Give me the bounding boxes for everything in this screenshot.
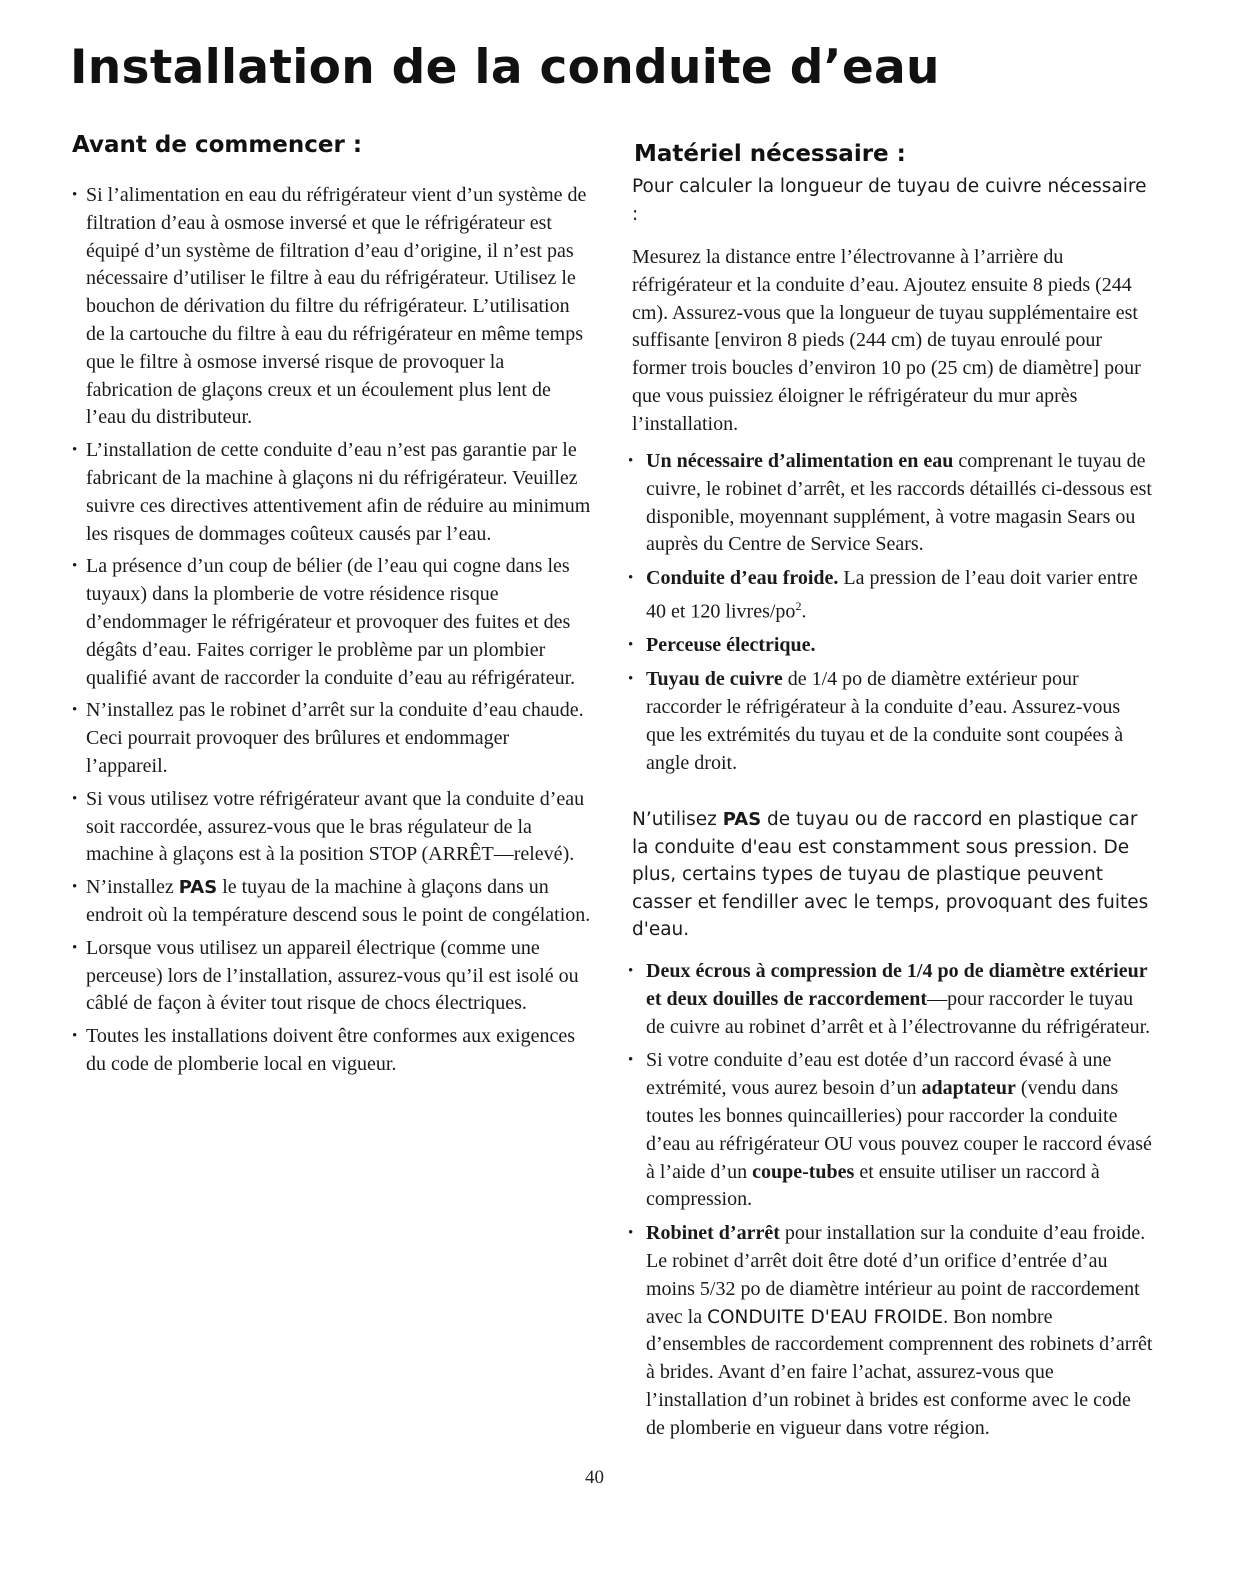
list-item: • Deux écrous à compression de 1/4 po de diamètre extérieur et deux douilles de raccordement—pour raccorder le tuyau de cuivre au robinet d’arrêt et à l’électrovanne du réfrigérateur.: [628, 960, 1151, 1038]
list-item: • Si vous utilisez votre réfrigérateur avant que la conduite d’eau soit raccordée, assurez-vous que le bras régulateur de la machine à glaçons est à la position STOP (ARRÊT—relevé).: [72, 787, 585, 866]
before-you-start-list: [72, 182, 592, 1084]
measure-paragraph: Mesurez la distance entre l’électrovanne à l’arrière du réfrigérateur et la conduite d’eau. Ajoutez ensuite 8 pieds (244 cm). Assurez-vous que la longueur de tuyau supplémentaire est suffisante [environ 8 pieds (244 cm) de tuyau enroulé pour former trois boucles d’environ 10 po (25 cm) de diamètre] pour que vous puissiez éloigner le réfrigérateur du mur après l’installation.: [632, 246, 1141, 435]
list-item: • Si l’alimentation en eau du réfrigérateur vient d’un système de filtration d’eau à osmose inversé et que le réfrigérateur est équipé d’un système de filtration d’eau d’origine, il n’est pas nécessaire d’utiliser le filtre à eau du réfrigérateur. Utilisez le bouchon de dérivation du filtre du réfrigérateur. L’utilisation de la cartouche du filtre à eau du réfrigérateur en même temps que le filtre à osmose inversé risque de provoquer la fabrication de glaçons creux et un écoulement plus lent de l’eau du distributeur.: [72, 184, 587, 429]
emphasis-pas: PAS: [178, 877, 218, 899]
before-you-start-heading: Avant de commencer :: [72, 132, 363, 158]
list-item: • Perceuse électrique.: [628, 634, 816, 657]
materials-heading: Matériel nécessaire :: [634, 141, 906, 167]
plastic-warning: N’utilisez PAS de tuyau ou de raccord en plastique car la conduite d'eau est constamment sous pression. De plus, certains types de tuyau de plastique peuvent casser et fendiller avec le temps, provoquant des fuites d'eau.: [632, 809, 1149, 940]
fittings-list: [628, 958, 1154, 1449]
length-calc-intro: Pour calculer la longueur de tuyau de cuivre nécessaire :: [632, 176, 1147, 225]
materials-list: [628, 448, 1154, 783]
page-number: 40: [585, 1467, 604, 1488]
list-item: • N’installez pas le robinet d’arrêt sur la conduite d’eau chaude. Ceci pourrait provoquer des brûlures et endommager l’appareil.: [72, 699, 584, 777]
list-item: • Un nécessaire d’alimentation en eau comprenant le tuyau de cuivre, le robinet d’arrêt, et les raccords détaillés ci-dessous est disponible, moyennant supplément, à votre magasin Sears ou auprès du Centre de Service Sears.: [628, 450, 1152, 556]
emphasis-pas: PAS: [722, 809, 762, 830]
page-title: Installation de la conduite d’eau: [70, 40, 940, 95]
list-item: • Si votre conduite d’eau est dotée d’un raccord évasé à une extrémité, vous aurez besoin d’un adaptateur (vendu dans toutes les bonnes quincailleries) pour raccorder la conduite d’eau au réfrigérateur OU vous pouvez couper le raccord évasé à l’aide d’un coupe-tubes et ensuite utiliser un raccord à compression.: [628, 1049, 1152, 1211]
list-item: • Tuyau de cuivre de 1/4 po de diamètre extérieur pour raccorder le réfrigérateur à la conduite d’eau. Assurez-vous que les extrémités du tuyau et de la conduite sont coupées à angle droit.: [628, 668, 1124, 774]
list-item: • Robinet d’arrêt pour installation sur la conduite d’eau froide. Le robinet d’arrêt doit être doté d’un orifice d’entrée d’au moins 5/32 po de diamètre intérieur au point de raccordement avec la CONDUITE D'EAU FROIDE. Bon nombre d’ensembles de raccordement comprennent des robinets d’arrêt à brides. Avant d’en faire l’achat, assurez-vous que l’installation d’un robinet à brides est conforme avec le code de plomberie en vigueur dans votre région.: [628, 1222, 1153, 1439]
list-item: • La présence d’un coup de bélier (de l’eau qui cogne dans les tuyaux) dans la plomberie de votre résidence risque d’endommager le réfrigérateur et provoquer des fuites et des dégâts d’eau. Faites corriger le problème par un plombier qualifié avant de raccorder la conduite d’eau au réfrigérateur.: [72, 555, 576, 689]
list-item: • Conduite d’eau froide. La pression de l’eau doit varier entre 40 et 120 livres/$po^2$.: [628, 567, 1138, 623]
list-item: • N’installez PAS le tuyau de la machine à glaçons dans un endroit où la température descend sous le point de congélation.: [72, 876, 591, 926]
list-item: • Toutes les installations doivent être conformes aux exigences du code de plomberie local en vigueur.: [72, 1025, 576, 1075]
list-item: • L’installation de cette conduite d’eau n’est pas garantie par le fabricant de la machine à glaçons ni du réfrigérateur. Veuillez suivre ces directives attentivement afin de réduire au minimum les risques de dommages coûteux causés par l’eau.: [72, 439, 591, 545]
list-item: • Lorsque vous utilisez un appareil électrique (comme une perceuse) lors de l’installation, assurez-vous qu’il est isolé ou câblé de façon à éviter tout risque de chocs électriques.: [72, 936, 579, 1015]
cold-water-line-caps: CONDUITE D'EAU FROIDE: [707, 1306, 944, 1328]
